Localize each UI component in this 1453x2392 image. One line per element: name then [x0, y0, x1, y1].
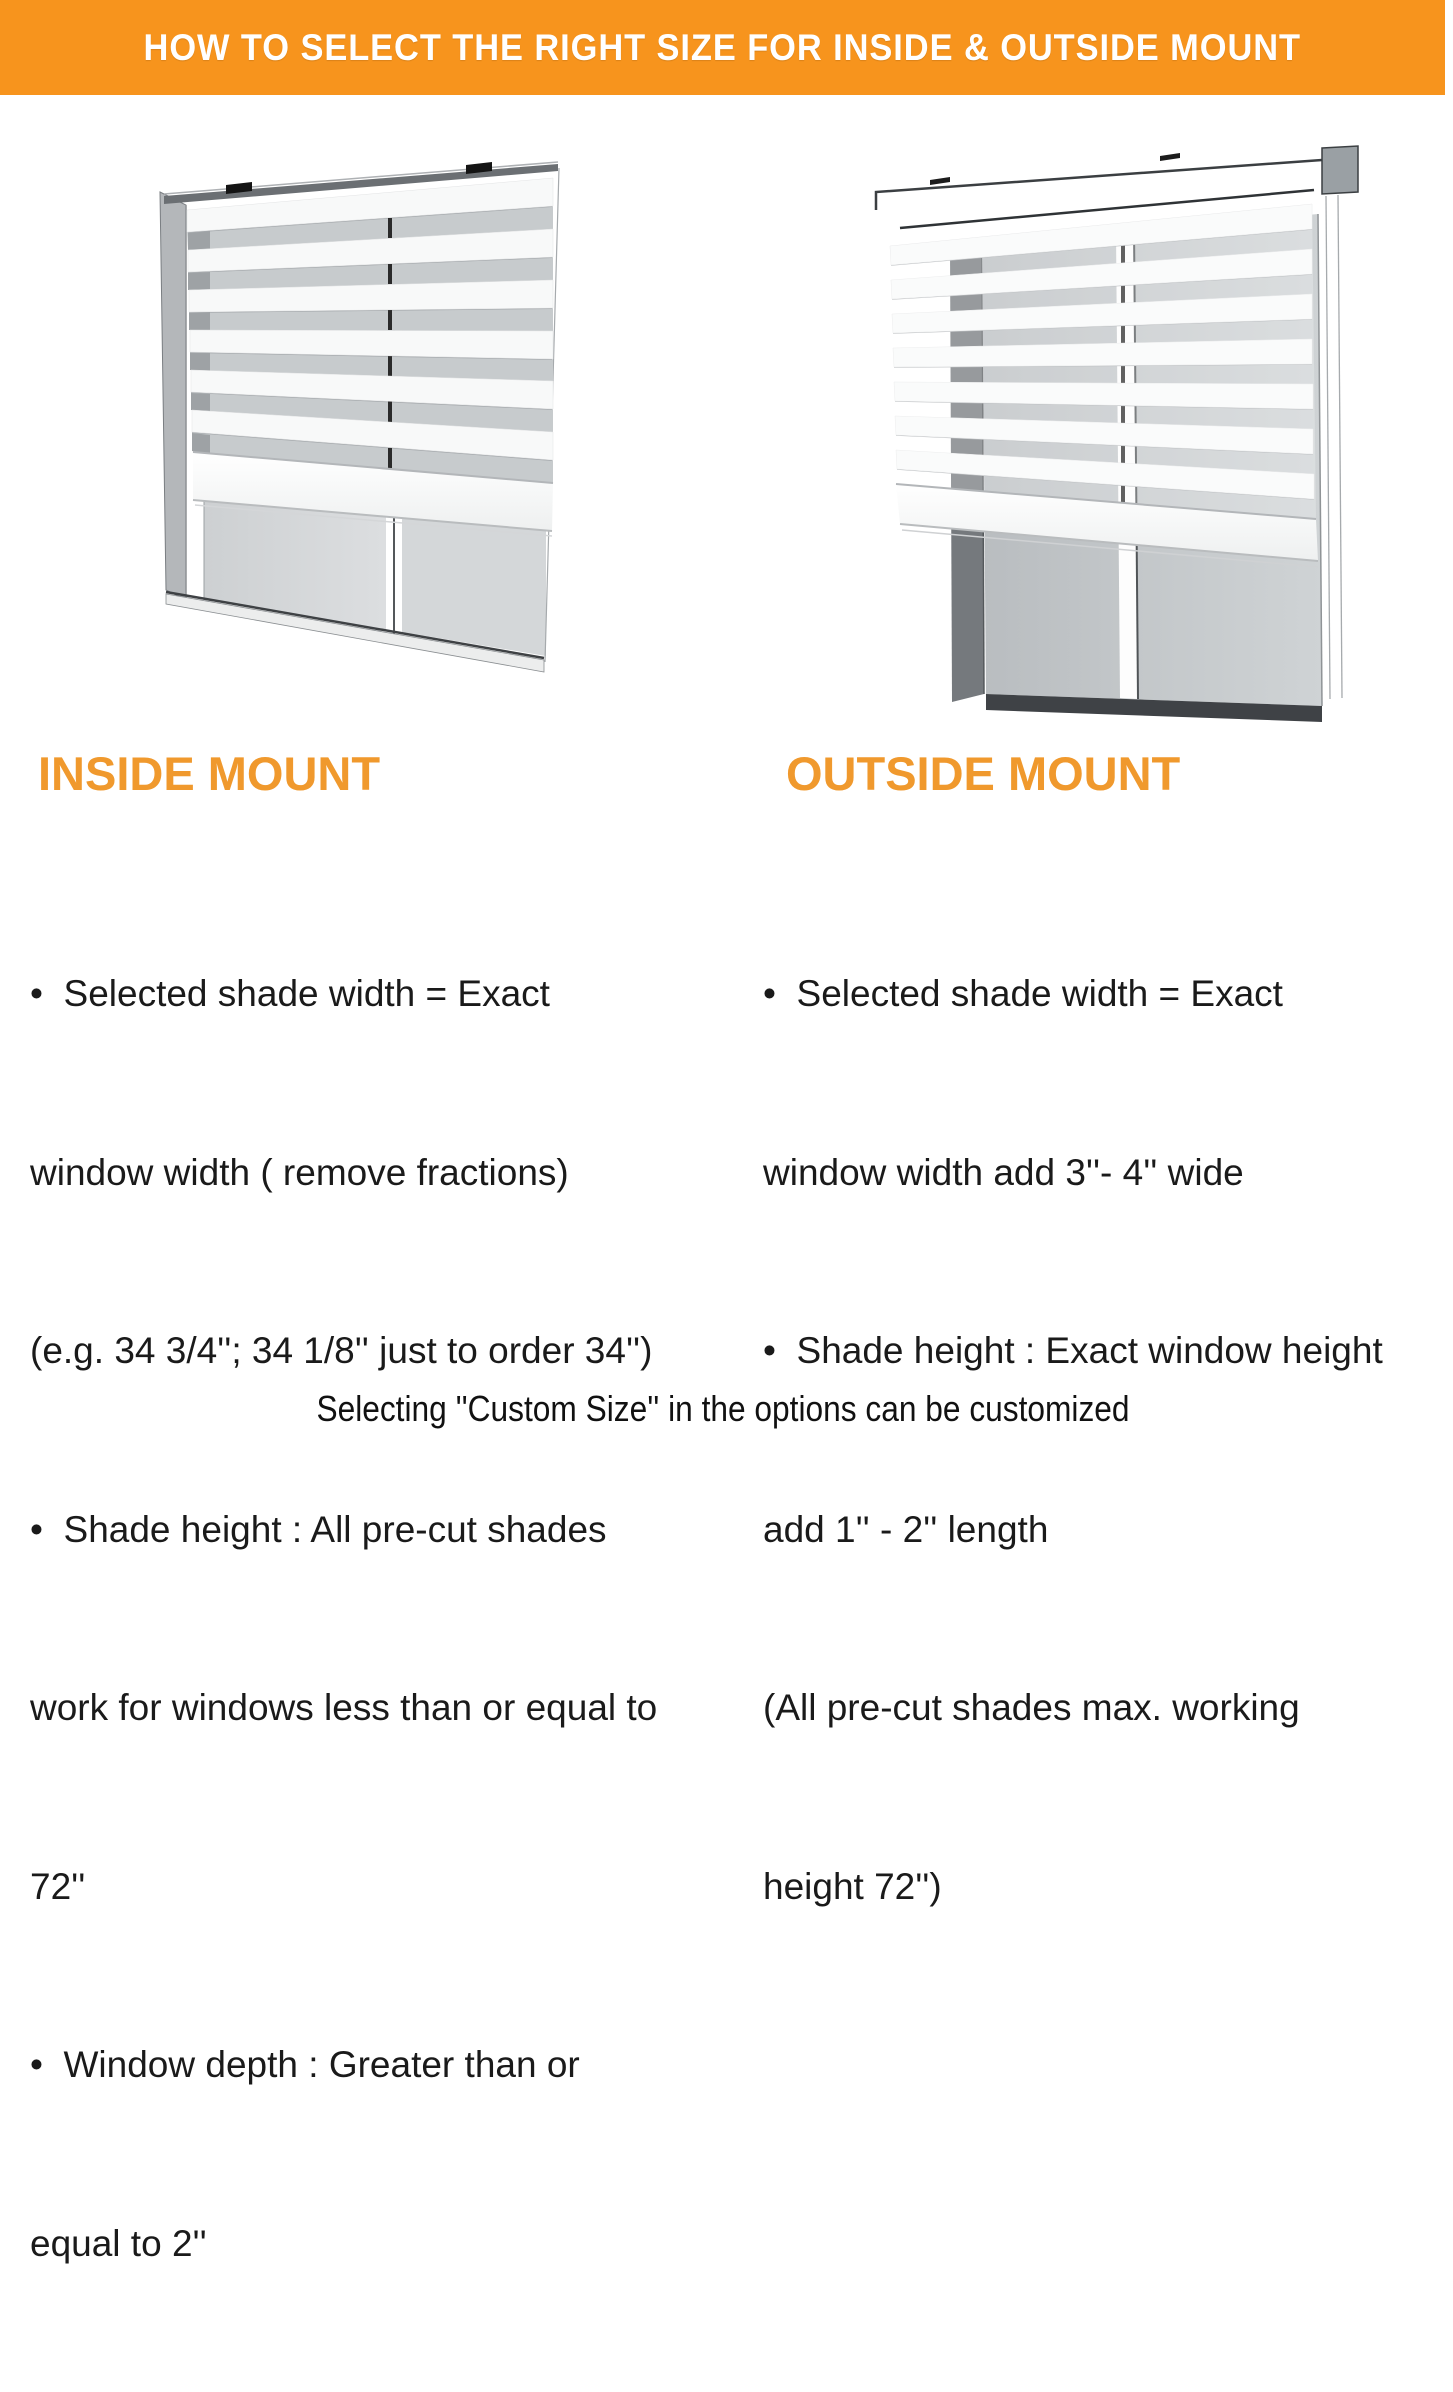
- inside-mount-illustration: [150, 148, 670, 728]
- bullet-line: equal to 2'': [30, 2222, 207, 2264]
- bullet-line: • Selected shade width = Exact: [30, 973, 550, 1014]
- header-banner: [0, 0, 1445, 95]
- outside-mount-illustration: [870, 146, 1390, 726]
- bullet-line: window width add 3''- 4'' wide: [763, 1151, 1244, 1193]
- bullet-line: (All pre-cut shades max. working: [763, 1687, 1300, 1728]
- zebra-shade: [890, 204, 1318, 567]
- bullet-line: 72'': [30, 1865, 86, 1907]
- bullet-line: work for windows less than or equal to: [30, 1687, 658, 1728]
- outside-mount-instructions: [763, 845, 1453, 2035]
- outside-mount-heading: OUTSIDE MOUNT: [786, 747, 1181, 800]
- banner-title: HOW TO SELECT THE RIGHT SIZE FOR INSIDE & OUTSIDE MOUNT: [143, 26, 1302, 68]
- bullet-line: • Selected shade width = Exact: [763, 973, 1283, 1014]
- mount-bracket: [1322, 146, 1358, 194]
- bullet-line: window width ( remove fractions): [30, 1151, 569, 1193]
- footer: [0, 1388, 1445, 1430]
- bullet-line: • Shade height : All pre-cut shades: [30, 1508, 607, 1550]
- inside-mount-instructions: [30, 845, 730, 2392]
- inside-mount-heading: INSIDE MOUNT: [38, 747, 381, 800]
- zebra-shade: [187, 178, 553, 536]
- bullet-line: • Shade height : Exact window height: [763, 1330, 1383, 1371]
- bullet-line: add 1'' - 2'' length: [763, 1508, 1049, 1550]
- bullet-line: (e.g. 34 3/4''; 34 1/8'' just to order 34''): [30, 1330, 653, 1371]
- custom-size-note: Selecting ''Custom Size'' in the options can be customized: [315, 1388, 1130, 1429]
- bullet-line: • Window depth : Greater than or: [30, 2044, 580, 2085]
- bullet-line: height 72''): [763, 1865, 942, 1907]
